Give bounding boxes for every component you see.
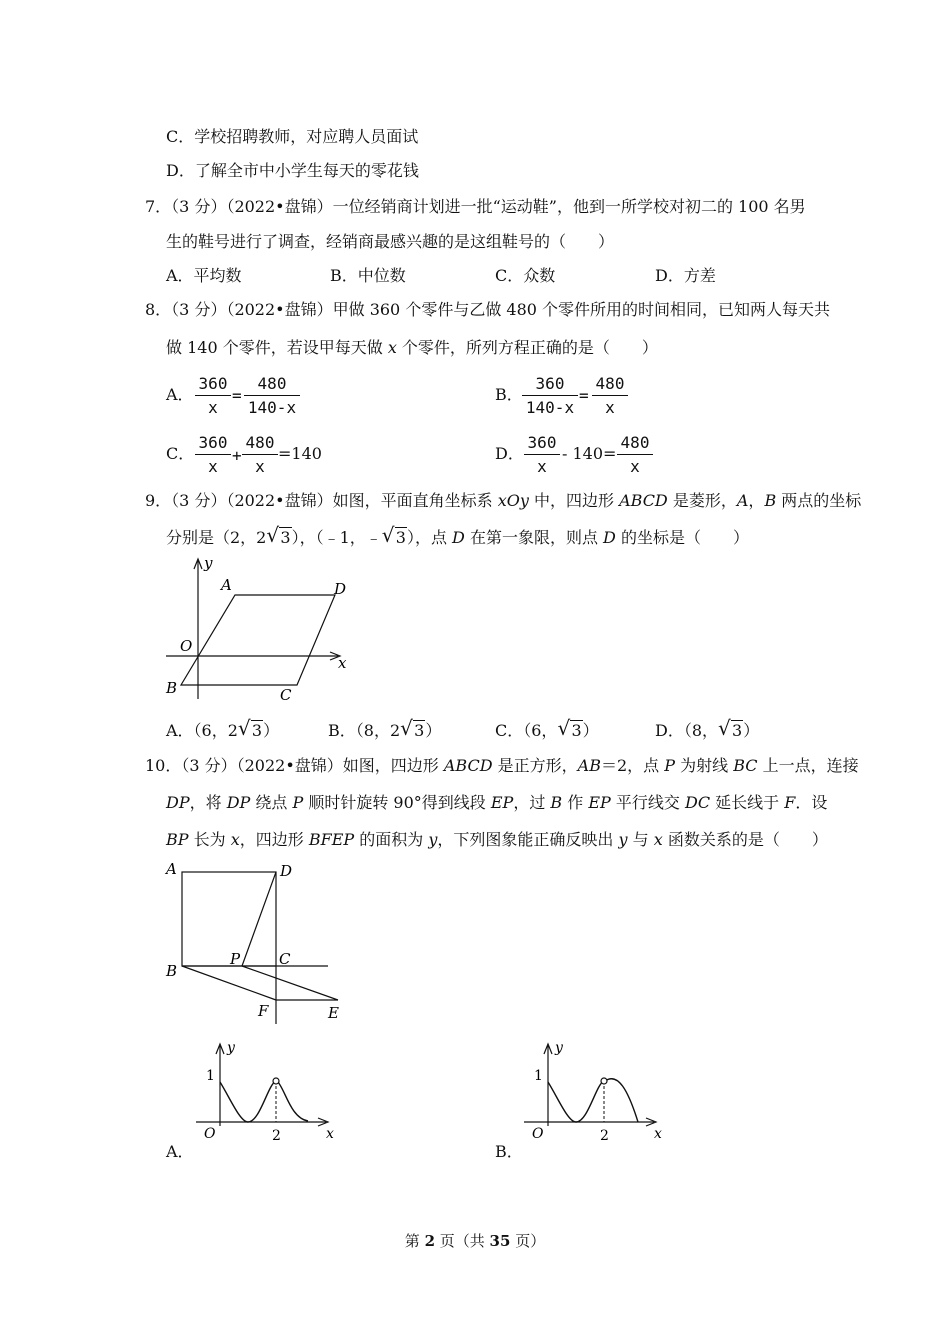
fraction-denominator: x [605, 398, 615, 417]
total-page-count: 35 [489, 1232, 511, 1250]
point-label-e: E [328, 1004, 339, 1022]
q9-option-b: B．（8，2 √ 3） [328, 716, 442, 740]
sqrt-symbol: √ 3 [266, 523, 291, 547]
q10-option-b-label: B． [495, 1142, 523, 1161]
equation-tail: =140 [278, 444, 322, 463]
fraction-denominator: x [208, 398, 218, 417]
point-label-d: D [280, 862, 293, 880]
fraction-denominator: x [537, 457, 547, 476]
q8-option-d-label: D． [495, 444, 524, 463]
q10-option-a-label: A． [166, 1142, 194, 1161]
q8-option-c-label: C． [166, 444, 195, 463]
y-tick-label: 1 [534, 1068, 543, 1084]
q10-stem-line3: BP 长为 x，四边形 BFEP 的面积为 y，下列图象能正确反映出 y 与 x 函数关系的是（ ） [166, 830, 828, 849]
q7-option-b: B．中位数 [330, 266, 406, 285]
q9-option-c: C．（6， √ 3） [495, 716, 599, 740]
y-tick-label: 1 [206, 1068, 215, 1084]
equation-operator: = [579, 386, 589, 405]
equation-operator: = [232, 386, 242, 405]
q10-stem-line1: 10．（3 分）（2022•盘锦）如图，四边形 ABCD 是正方形，AB＝2，点 P 为射线 BC 上一点，连接 [145, 756, 859, 775]
page-footer: 第 2 页（共 35 页） [404, 1232, 546, 1250]
q9-option-a: A．（6，2 √ 3） [166, 716, 280, 740]
fraction-numerator: 480 [257, 374, 287, 393]
origin-label: O [180, 637, 193, 655]
point-label-c: C [279, 950, 291, 968]
x-tick-label: 2 [272, 1128, 281, 1144]
point-label-f: F [258, 1002, 269, 1020]
equation-operator: - 140= [562, 444, 617, 463]
axis-label-x: x [338, 654, 347, 672]
point-label-c: C [280, 686, 292, 704]
q7-stem-line1: 7．（3 分）（2022•盘锦）一位经销商计划进一批“运动鞋”，他到一所学校对初二的 100 名男 [145, 197, 806, 216]
fraction-bar [592, 395, 628, 396]
q8-option-a-label: A． [166, 385, 194, 404]
q7-option-c: C．众数 [495, 266, 556, 285]
x-tick-label: 2 [600, 1128, 609, 1144]
q10-stem-line2: DP，将 DP 绕点 P 顺时针旋转 90°得到线段 EP，过 B 作 EP 平行线交 DC 延长线于 F．设 [166, 793, 828, 812]
axis-label-x: x [326, 1126, 334, 1142]
q10-square-figure [160, 858, 360, 1028]
point-label-b: B [166, 962, 178, 980]
fraction-bar [195, 454, 231, 455]
fraction-numerator: 480 [620, 433, 650, 452]
sqrt-symbol: √ 3 [557, 716, 582, 740]
point-label-a: A [221, 576, 232, 594]
fraction-numerator: 480 [595, 374, 625, 393]
axis-label-x: x [654, 1126, 662, 1142]
origin-label: O [532, 1126, 544, 1142]
q9-stem-line1: 9．（3 分）（2022•盘锦）如图，平面直角坐标系 xOy 中，四边形 ABCD 是菱形，A，B 两点的坐标 [145, 491, 862, 510]
q10-graph-b [518, 1040, 678, 1150]
sqrt-symbol: √ 3 [400, 716, 425, 740]
fraction-bar [522, 395, 578, 396]
q8-stem-line1: 8．（3 分）（2022•盘锦）甲做 360 个零件与乙做 480 个零件所用的时间相同，已知两人每天共 [145, 300, 831, 319]
q6-option-c: C．学校招聘教师，对应聘人员面试 [166, 127, 419, 146]
fraction-bar [242, 454, 278, 455]
q9-rhombus-figure [160, 555, 360, 705]
point-label-a: A [166, 860, 177, 878]
axis-label-y: y [555, 1040, 563, 1056]
fraction-numerator: 360 [198, 433, 228, 452]
current-page-number: 2 [424, 1232, 435, 1250]
point-label-p: P [230, 950, 241, 968]
point-label-b: B [166, 679, 178, 697]
fraction-bar [617, 454, 653, 455]
fraction-bar [195, 395, 231, 396]
q9-option-d: D．（8， √ 3） [655, 716, 760, 740]
fraction-denominator: 140-x [525, 398, 575, 417]
q7-option-d: D．方差 [655, 266, 716, 285]
q10-graph-a [190, 1040, 350, 1150]
fraction-denominator: x [255, 457, 265, 476]
fraction-denominator: x [630, 457, 640, 476]
fraction-bar [524, 454, 560, 455]
equation-operator: + [232, 446, 242, 465]
fraction-numerator: 360 [198, 374, 228, 393]
fraction-numerator: 360 [527, 433, 557, 452]
origin-label: O [204, 1126, 216, 1142]
q8-stem-line2: 做 140 个零件，若设甲每天做 x 个零件，所列方程正确的是（ ） [166, 338, 658, 357]
sqrt-symbol: √ 3 [237, 716, 263, 740]
q6-option-d: D．了解全市中小学生每天的零花钱 [166, 161, 419, 180]
sqrt-symbol: √ 3 [381, 523, 406, 547]
fraction-numerator: 480 [245, 433, 275, 452]
fraction-denominator: x [208, 457, 218, 476]
axis-label-y: y [204, 554, 213, 572]
sqrt-symbol: √ 3 [718, 716, 743, 740]
fraction-denominator: 140-x [247, 398, 297, 417]
q7-stem-line2: 生的鞋号进行了调查，经销商最感兴趣的是这组鞋号的（ ） [166, 232, 615, 251]
axis-label-y: y [227, 1040, 235, 1056]
q7-option-a: A．平均数 [166, 266, 242, 285]
point-label-d: D [334, 580, 347, 598]
fraction-bar [244, 395, 300, 396]
q9-stem-line2: 分别是（2，2 √ 3），（﹣1，﹣ √ 3），点 D 在第一象限，则点 D 的坐标是（ ） [166, 523, 749, 547]
q8-option-b-label: B． [495, 385, 523, 404]
fraction-numerator: 360 [535, 374, 565, 393]
